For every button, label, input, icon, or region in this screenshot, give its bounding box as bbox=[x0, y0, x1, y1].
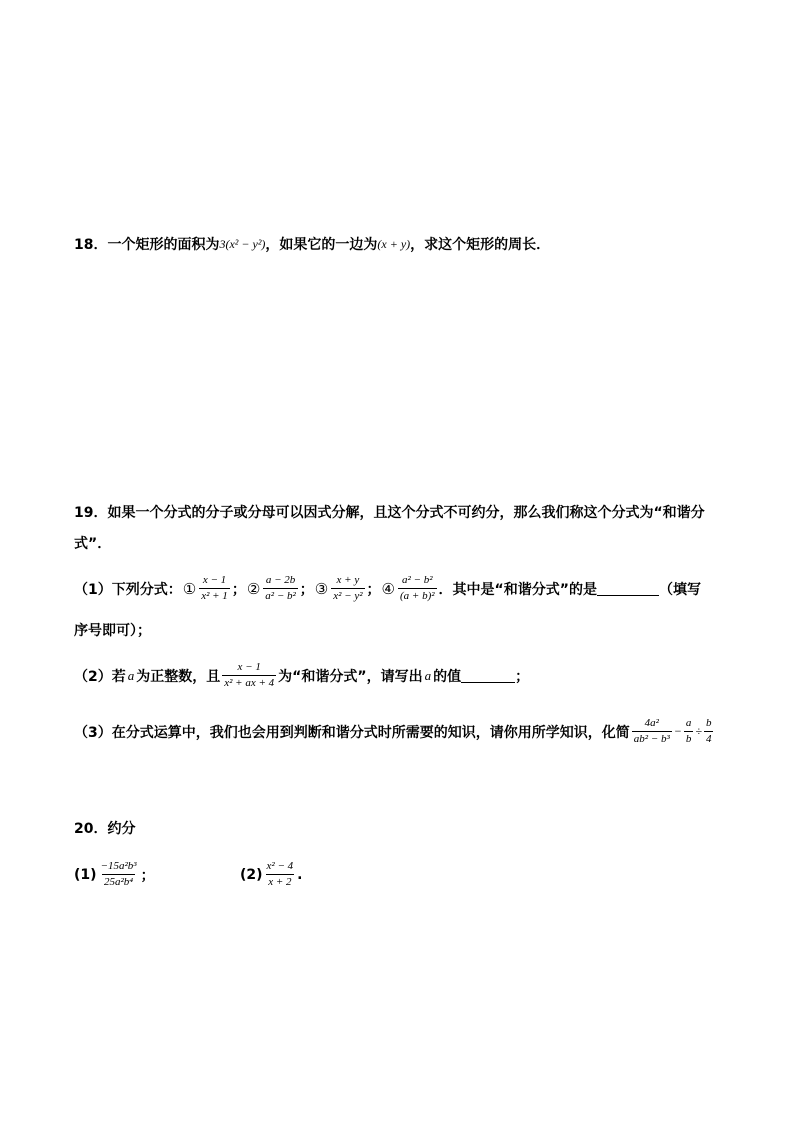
question-19-part-3 bbox=[74, 717, 715, 746]
question-text: ，如果它的一边为 bbox=[265, 237, 378, 253]
part-label: （3）在分式运算中，我们也会用到判断和谐分式时所需要的知识，请你用所学知识，化简 bbox=[74, 724, 630, 741]
question-19-part-1-cont bbox=[74, 620, 151, 640]
denominator: x² + ax + 4 bbox=[224, 677, 275, 689]
separator: ； bbox=[366, 581, 381, 598]
question-text: 约分 bbox=[107, 821, 136, 837]
question-19-part-2 bbox=[74, 661, 529, 690]
variable: a bbox=[424, 667, 432, 683]
question-text: 一个矩形的面积为 bbox=[107, 237, 220, 253]
question-20-part-2 bbox=[240, 860, 302, 889]
denominator: x² + 1 bbox=[201, 590, 228, 602]
fraction bbox=[704, 717, 714, 746]
circled-number: ③ bbox=[314, 579, 329, 598]
answer-blank[interactable] bbox=[597, 581, 659, 596]
denominator: x² − y² bbox=[333, 590, 363, 602]
question-20 bbox=[74, 818, 135, 838]
operator: − bbox=[673, 724, 682, 738]
denominator: ab² − b³ bbox=[633, 733, 670, 745]
question-19-intro bbox=[74, 502, 705, 522]
question-18 bbox=[74, 234, 550, 254]
question-number: 19． bbox=[74, 505, 108, 521]
denominator: b bbox=[685, 733, 692, 745]
numerator: a² − b² bbox=[402, 574, 433, 586]
fraction bbox=[331, 574, 364, 603]
denominator: (a + b)² bbox=[400, 590, 435, 602]
circled-number: ① bbox=[182, 579, 197, 598]
numerator: x − 1 bbox=[237, 661, 261, 673]
question-text: （填写 bbox=[658, 581, 701, 598]
question-number: 18． bbox=[74, 237, 108, 253]
numerator: x − 1 bbox=[202, 574, 227, 586]
part-label: （1）下列分式： bbox=[74, 581, 182, 598]
question-text: 为正整数，且 bbox=[136, 668, 221, 685]
math-expression: (x + y) bbox=[377, 236, 411, 251]
variable: a bbox=[127, 667, 135, 683]
numerator: a − 2b bbox=[265, 574, 296, 586]
question-text: ； bbox=[515, 668, 530, 685]
fraction bbox=[99, 860, 139, 889]
separator: ； bbox=[140, 867, 155, 884]
question-19-part-1 bbox=[74, 574, 701, 603]
numerator: −15a²b³ bbox=[100, 860, 137, 872]
question-text: 序号即可）； bbox=[74, 623, 151, 639]
question-20-part-1 bbox=[74, 860, 155, 889]
separator: . bbox=[297, 866, 303, 883]
denominator: 25a²b⁴ bbox=[104, 876, 134, 888]
question-number: 20． bbox=[74, 821, 108, 837]
separator: ； bbox=[299, 581, 314, 598]
denominator: 4 bbox=[705, 733, 712, 745]
question-text: ．其中是“和谐分式”的是 bbox=[438, 581, 597, 598]
question-text: 式”． bbox=[74, 536, 112, 552]
question-text: 的值 bbox=[433, 668, 462, 685]
numerator: x² − 4 bbox=[266, 860, 294, 872]
circled-number: ② bbox=[246, 579, 261, 598]
circled-number: ④ bbox=[381, 579, 395, 598]
numerator: 4a² bbox=[644, 717, 659, 729]
part-label: （2）若 bbox=[74, 668, 126, 685]
question-text: 为“和谐分式”，请写出 bbox=[278, 668, 423, 685]
part-label: (2) bbox=[240, 866, 263, 883]
numerator: b bbox=[705, 717, 712, 729]
operator: ÷ bbox=[695, 724, 702, 738]
question-19-intro-cont bbox=[74, 533, 111, 553]
fraction bbox=[199, 574, 230, 603]
fraction bbox=[263, 574, 298, 603]
numerator: a bbox=[685, 717, 692, 729]
fraction bbox=[684, 717, 694, 746]
question-text: 如果一个分式的分子或分母可以因式分解，且这个分式不可约分，那么我们称这个分式为“和谐分 bbox=[107, 505, 705, 521]
question-text: ，求这个矩形的周长． bbox=[410, 237, 551, 253]
fraction bbox=[222, 661, 276, 690]
math-expression: 3(x² − y²) bbox=[219, 236, 266, 251]
denominator: a² − b² bbox=[265, 590, 296, 602]
numerator: x + y bbox=[336, 574, 360, 586]
denominator: x + 2 bbox=[268, 876, 292, 888]
fraction bbox=[398, 574, 437, 603]
fraction bbox=[632, 717, 672, 746]
fraction bbox=[265, 860, 296, 889]
part-label: (1) bbox=[74, 866, 97, 883]
answer-blank[interactable] bbox=[461, 668, 515, 683]
separator: ； bbox=[231, 581, 246, 598]
